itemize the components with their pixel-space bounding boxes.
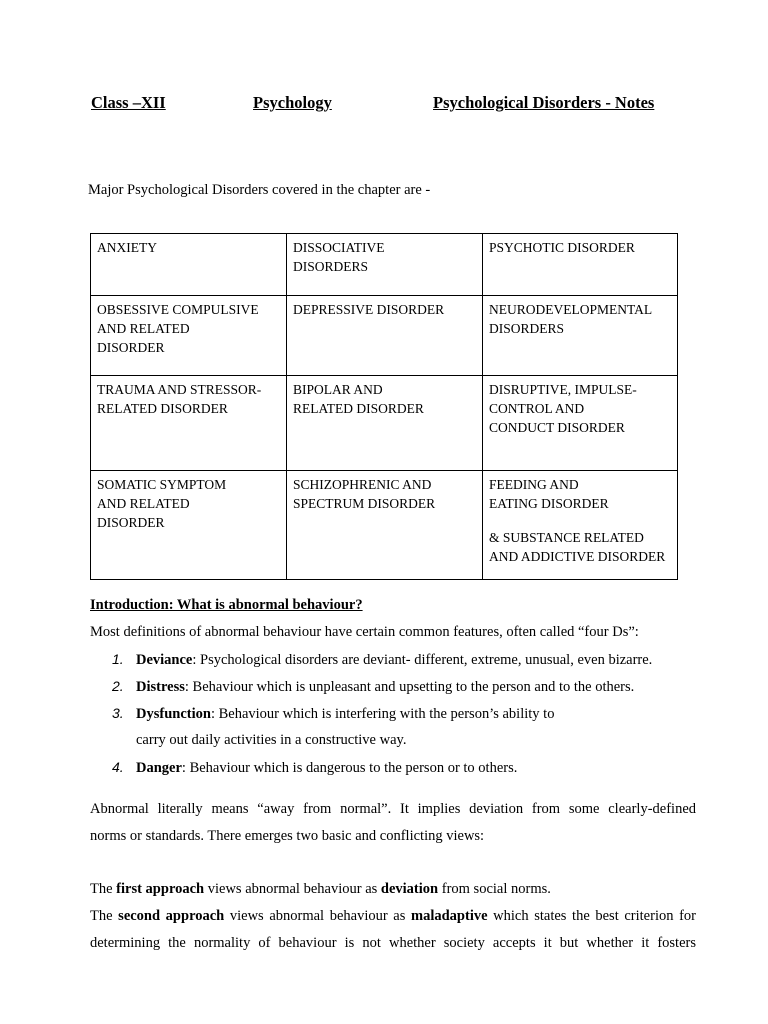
second-approach-line	[90, 908, 696, 925]
bold-term: first approach	[116, 881, 205, 897]
list-number: 3.	[112, 705, 124, 721]
cell-text: DISSOCIATIVE	[293, 240, 385, 255]
introduction-lead: Most definitions of abnormal behaviour have certain common features, often called “four Ds”:	[90, 624, 639, 640]
class-heading: Class –XII	[91, 93, 166, 112]
table-cell	[483, 234, 678, 296]
cell-text: FEEDING AND	[489, 477, 579, 492]
text-run: from social norms.	[438, 881, 551, 897]
list-number: 2.	[112, 678, 124, 694]
cell-text: SCHIZOPHRENIC AND	[293, 477, 432, 492]
abnormal-paragraph-line: Abnormal literally means “away from normal”. It implies deviation from some clearly-defined	[90, 801, 696, 817]
cell-text: BIPOLAR AND	[293, 382, 383, 397]
list-number: 4.	[112, 759, 124, 775]
cell-text: DISORDERS	[293, 259, 369, 274]
cell-text: PSYCHOTIC DISORDER	[489, 240, 635, 255]
cell-extra-text	[489, 528, 671, 566]
text-run: The	[90, 908, 119, 924]
cell-text: RELATED DISORDER	[293, 401, 424, 416]
table-cell	[91, 376, 287, 471]
introduction-heading: Introduction: What is abnormal behaviour?	[90, 597, 363, 613]
text-run: The	[90, 881, 117, 897]
table-cell	[91, 471, 287, 580]
cell-text: DISORDER	[97, 340, 165, 355]
list-item	[112, 759, 517, 777]
cell-text: SOMATIC SYMPTOM	[97, 477, 227, 492]
text-run: views abnormal behaviour as	[204, 881, 381, 897]
table-cell	[287, 296, 483, 376]
cell-text: DISORDERS	[489, 321, 565, 336]
list-text: : Behaviour which is dangerous to the person or to others.	[181, 760, 518, 776]
cell-text: AND RELATED	[97, 321, 190, 336]
disorders-table	[90, 233, 678, 580]
cell-text: DISORDER	[97, 515, 165, 530]
table-cell	[287, 234, 483, 296]
cell-text: AND ADDICTIVE DISORDER	[489, 549, 666, 564]
table-cell	[91, 234, 287, 296]
table-row	[91, 376, 678, 471]
cell-text: RELATED DISORDER	[97, 401, 228, 416]
table-cell	[483, 376, 678, 471]
text-run: which states the best criterion for	[487, 908, 696, 924]
list-term: Deviance	[136, 652, 193, 668]
subject-heading: Psychology	[253, 93, 332, 112]
text-run: views abnormal behaviour as	[224, 908, 411, 924]
first-approach-line	[90, 881, 551, 898]
cell-text: TRAUMA AND STRESSOR-	[97, 382, 262, 397]
list-text: : Behaviour which is unpleasant and upsetting to the person and to the others.	[184, 679, 635, 695]
table-row	[91, 296, 678, 376]
cell-text: CONDUCT DISORDER	[489, 420, 625, 435]
topic-heading: Psychological Disorders - Notes	[433, 93, 655, 112]
cell-text: ANXIETY	[97, 240, 157, 255]
cell-text: AND RELATED	[97, 496, 190, 511]
cell-text: DEPRESSIVE DISORDER	[293, 302, 445, 317]
cell-text: OBSESSIVE COMPULSIVE	[97, 302, 259, 317]
list-term: Danger	[136, 760, 182, 776]
intro-line: Major Psychological Disorders covered in the chapter are -	[88, 182, 431, 198]
list-term: Dysfunction	[136, 706, 211, 722]
list-text: : Psychological disorders are deviant- different, extreme, unusual, even bizarre.	[192, 652, 653, 668]
cell-text: SPECTRUM DISORDER	[293, 496, 436, 511]
bold-term: maladaptive	[411, 908, 488, 924]
list-item	[112, 651, 652, 669]
bold-term: deviation	[380, 881, 439, 897]
table-cell	[287, 471, 483, 580]
table-row	[91, 234, 678, 296]
cell-text: DISRUPTIVE, IMPULSE-	[489, 382, 637, 397]
list-number: 1.	[112, 651, 124, 667]
bold-term: second approach	[118, 908, 225, 924]
list-item	[112, 705, 554, 723]
cell-text: CONTROL AND	[489, 401, 585, 416]
cell-text: NEURODEVELOPMENTAL	[489, 302, 653, 317]
list-term: Distress	[136, 679, 185, 695]
list-item-continuation: carry out daily activities in a constructive way.	[136, 732, 407, 748]
list-text: : Behaviour which is interfering with the person’s ability to	[210, 706, 555, 722]
cell-text: & SUBSTANCE RELATED	[489, 530, 644, 545]
abnormal-paragraph-line: norms or standards. There emerges two basic and conflicting views:	[90, 828, 485, 844]
table-cell	[91, 296, 287, 376]
second-approach-continuation: determining the normality of behaviour is not whether society accepts it but whether it fosters	[90, 935, 696, 951]
table-cell	[287, 376, 483, 471]
cell-text: EATING DISORDER	[489, 496, 609, 511]
list-item	[112, 678, 634, 696]
table-cell	[483, 471, 678, 580]
table-row	[91, 471, 678, 580]
table-cell	[483, 296, 678, 376]
